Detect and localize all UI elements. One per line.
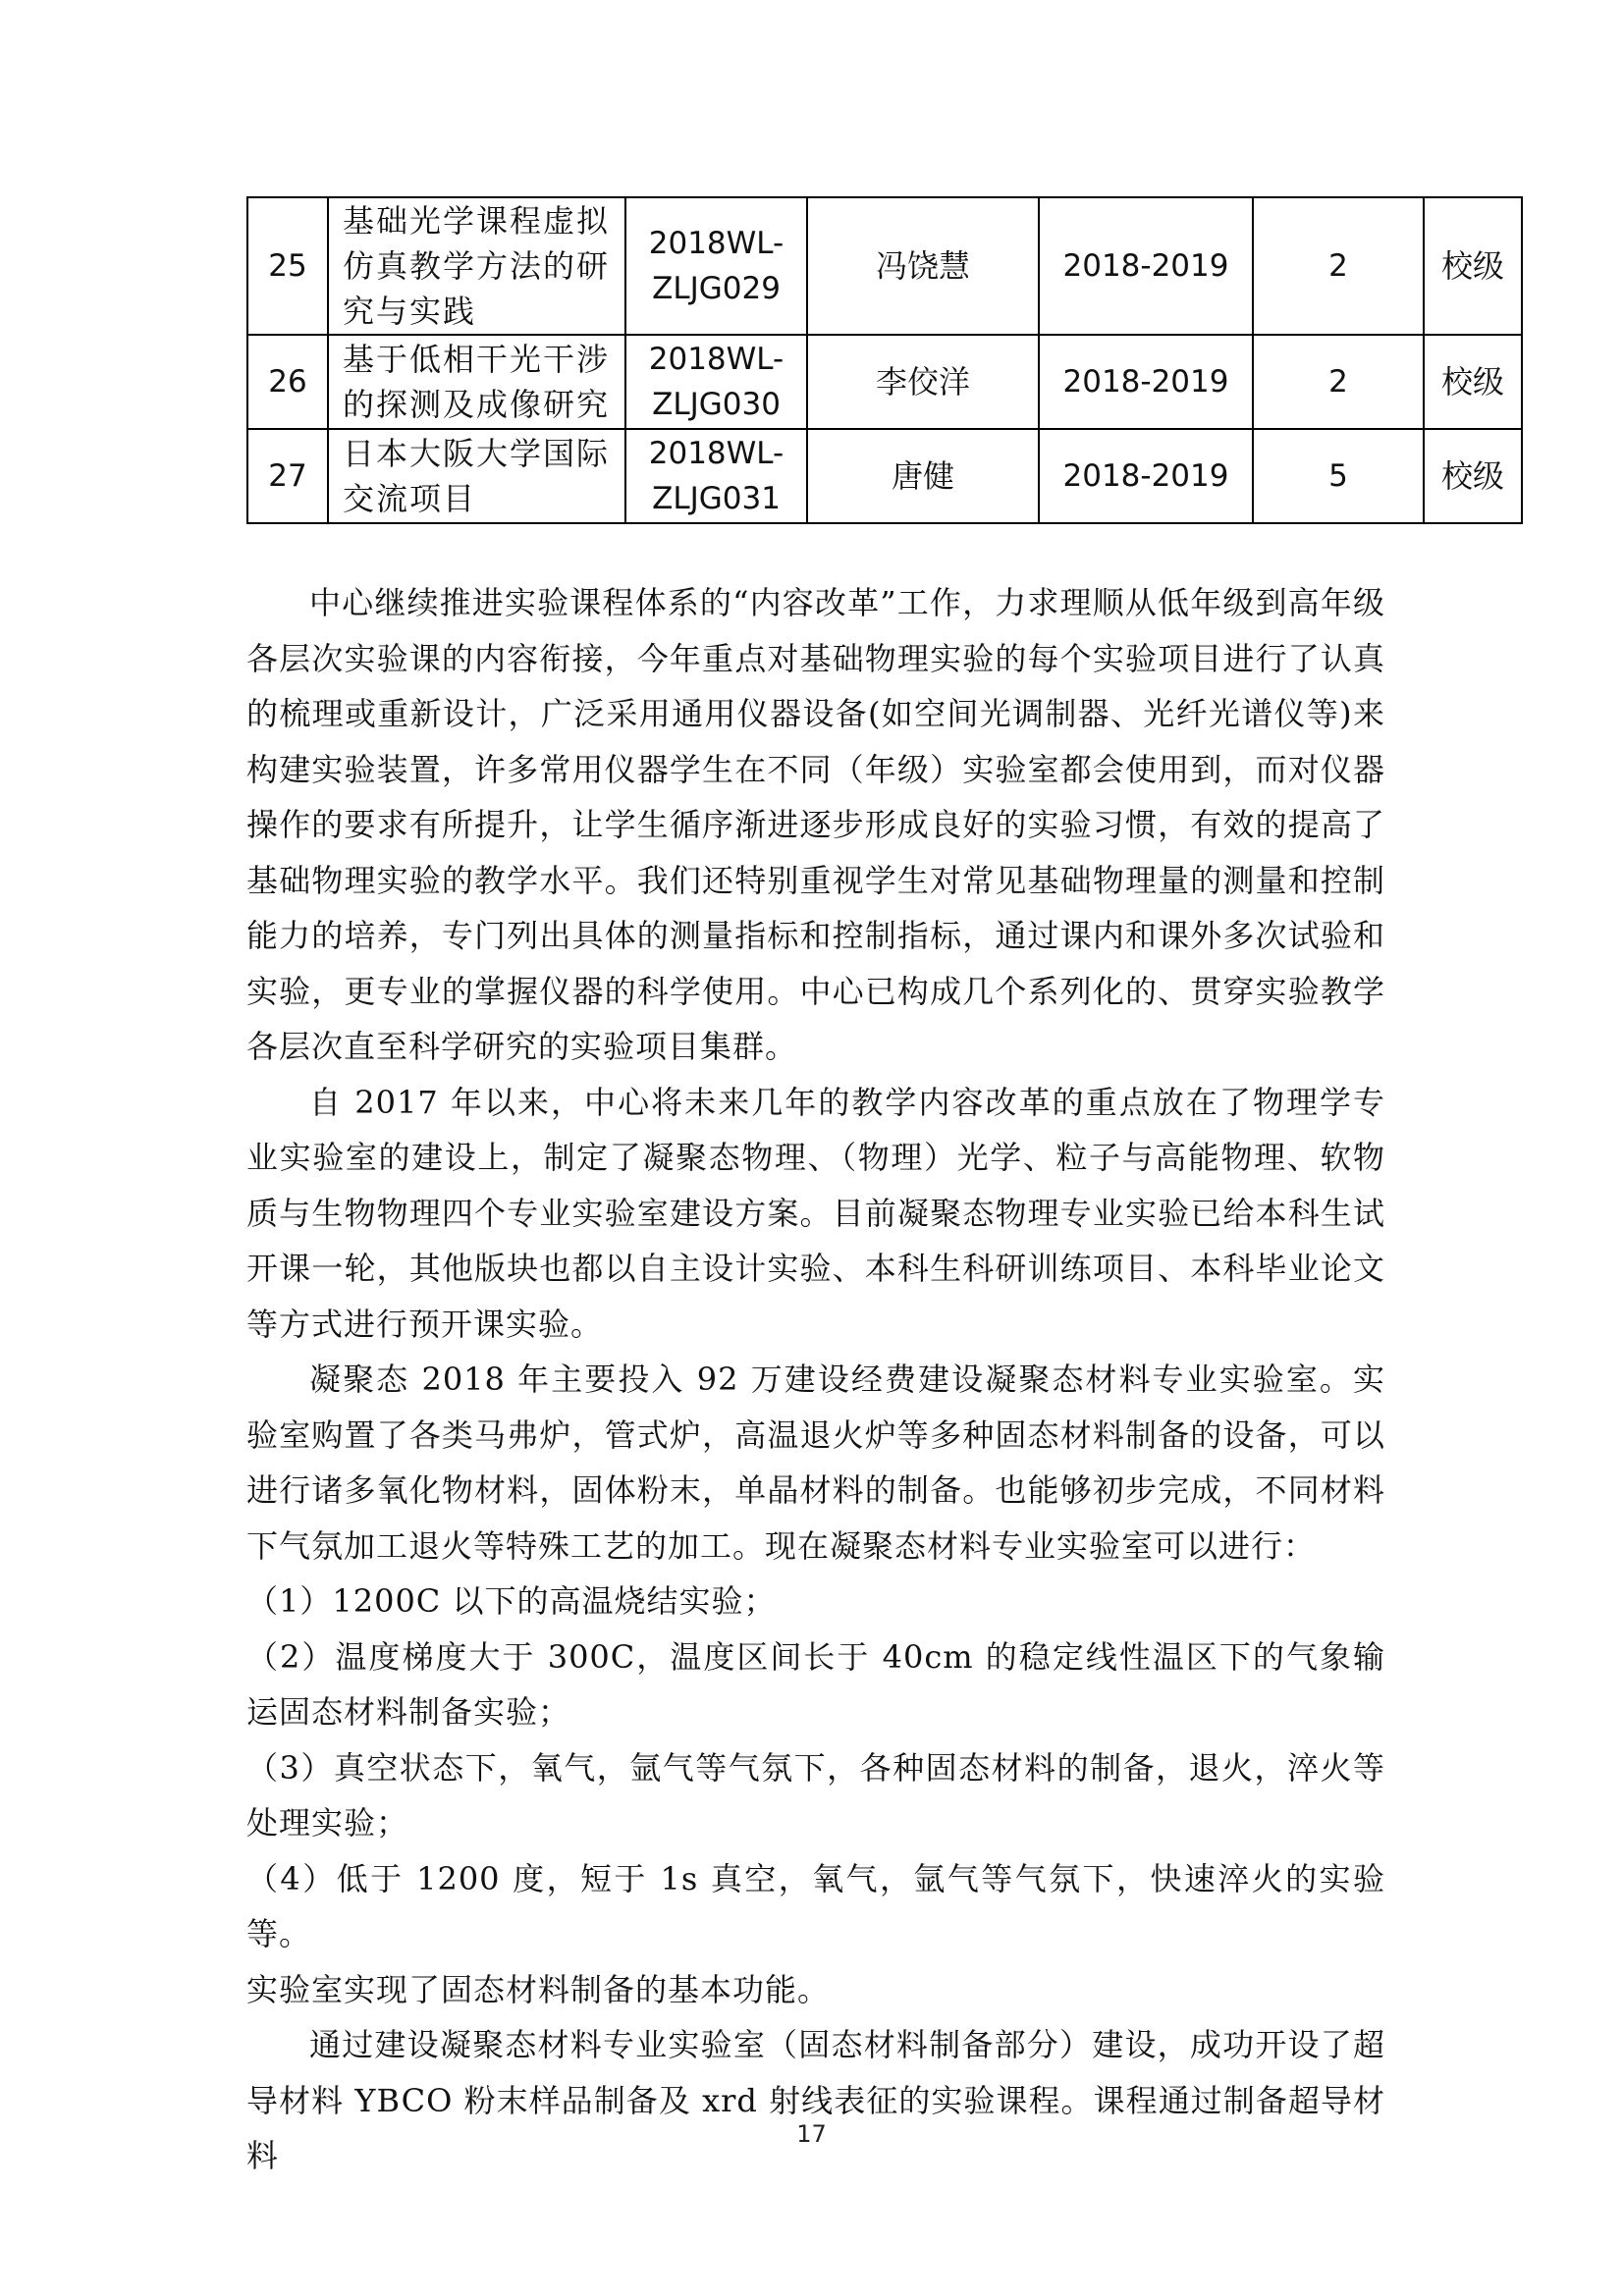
project-code	[625, 335, 807, 429]
project-period: 2018-2019	[1039, 429, 1253, 523]
project-level: 校级	[1424, 429, 1522, 523]
project-title: 基础光学课程虚拟仿真教学方法的研究与实践	[328, 197, 625, 335]
project-code-line2: ZLJG029	[652, 271, 781, 306]
paragraph-specialty-labs: 自 2017 年以来，中心将未来几年的教学内容改革的重点放在了物理学专业实验室的建设上，制定了凝聚态物理、（物理）光学、粒子与高能物理、软物质与生物物理四个专业实验室建设方案。目前凝聚态物理专业实验已给本科生试开课一轮，其他版块也都以自主设计实验、本科生科研训练项目、本科毕业论文等方式进行预开课实验。	[246, 1083, 1385, 1343]
project-leader: 唐健	[807, 429, 1039, 523]
list-item: （3）真空状态下，氧气，氩气等气氛下，各种固态材料的制备，退火，淬火等处理实验；	[246, 1748, 1385, 1842]
paragraph-lab-function: 实验室实现了固态材料制备的基本功能。	[246, 1970, 831, 2008]
project-funds: 2	[1253, 335, 1424, 429]
project-leader: 冯饶慧	[807, 197, 1039, 335]
table-row	[247, 429, 1522, 523]
list-item: （4）低于 1200 度，短于 1s 真空，氧气，氩气等气氛下，快速淬火的实验等。	[246, 1859, 1385, 1952]
project-level: 校级	[1424, 335, 1522, 429]
project-period: 2018-2019	[1039, 197, 1253, 335]
row-number: 25	[247, 197, 328, 335]
project-leader: 李佼洋	[807, 335, 1039, 429]
project-funds: 2	[1253, 197, 1424, 335]
project-code-line1: 2018WL-	[648, 436, 784, 471]
paragraph-superconductor-course: 通过建设凝聚态材料专业实验室（固态材料制备部分）建设，成功开设了超导材料 YBCO 粉末样品制备及 xrd 射线表征的实验课程。课程通过制备超导材料	[246, 2026, 1385, 2174]
page-number: 17	[796, 2120, 827, 2148]
project-title: 日本大阪大学国际交流项目	[328, 429, 625, 523]
project-code	[625, 197, 807, 335]
project-code-line1: 2018WL-	[648, 226, 784, 261]
body-text	[246, 575, 1385, 2184]
project-code	[625, 429, 807, 523]
project-code-line2: ZLJG030	[652, 387, 781, 422]
project-level: 校级	[1424, 197, 1522, 335]
row-number: 27	[247, 429, 328, 523]
table-row	[247, 335, 1522, 429]
project-funds: 5	[1253, 429, 1424, 523]
project-code-line1: 2018WL-	[648, 342, 784, 377]
project-code-line2: ZLJG031	[652, 481, 781, 516]
project-title: 基于低相干光干涉的探测及成像研究	[328, 335, 625, 429]
paragraph-condensed-matter: 凝聚态 2018 年主要投入 92 万建设经费建设凝聚态材料专业实验室。实验室购置了各类马弗炉，管式炉，高温退火炉等多种固态材料制备的设备，可以进行诸多氧化物材料，固体粉末，单晶材料的制备。也能够初步完成，不同材料下气氛加工退火等特殊工艺的加工。现在凝聚态材料专业实验室可以进行：	[246, 1361, 1385, 1565]
list-item: （2）温度梯度大于 300C，温度区间长于 40cm 的稳定线性温区下的气象输运固态材料制备实验；	[246, 1637, 1385, 1731]
project-table	[246, 196, 1523, 524]
list-item: （1）1200C 以下的高温烧结实验；	[246, 1582, 777, 1620]
row-number: 26	[247, 335, 328, 429]
paragraph-content-reform: 中心继续推进实验课程体系的“内容改革”工作，力求理顺从低年级到高年级各层次实验课的内容衔接，今年重点对基础物理实验的每个实验项目进行了认真的梳理或重新设计，广泛采用通用仪器设备(如空间光调制器、光纤光谱仪等)来构建实验装置，许多常用仪器学生在不同（年级）实验室都会使用到，而对仪器操作的要求有所提升，让学生循序渐进逐步形成良好的实验习惯，有效的提高了基础物理实验的教学水平。我们还特别重视学生对常见基础物理量的测量和控制能力的培养，专门列出具体的测量指标和控制指标，通过课内和课外多次试验和实验，更专业的掌握仪器的科学使用。中心已构成几个系列化的、贯穿实验教学各层次直至科学研究的实验项目集群。	[246, 584, 1385, 1065]
table-row	[247, 197, 1522, 335]
project-period: 2018-2019	[1039, 335, 1253, 429]
